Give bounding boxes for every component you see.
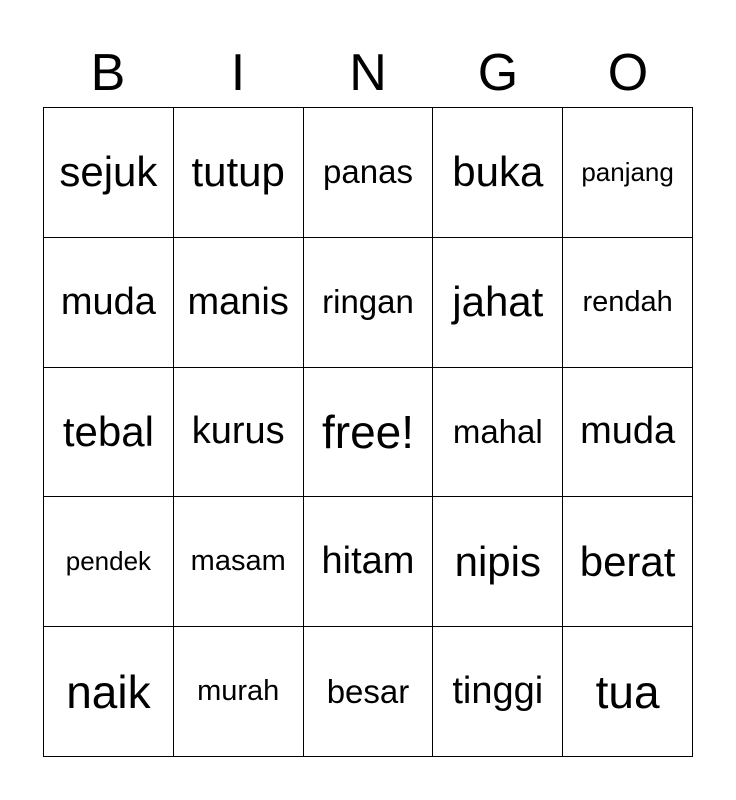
bingo-cell[interactable]: tutup <box>174 108 304 238</box>
header-letter-g: G <box>477 44 519 102</box>
bingo-cell[interactable]: hitam <box>304 497 434 627</box>
header-letter-o: O <box>607 44 649 102</box>
bingo-cell[interactable]: pendek <box>44 497 174 627</box>
bingo-cell[interactable]: ringan <box>304 238 434 368</box>
bingo-cell[interactable]: naik <box>44 627 174 757</box>
bingo-cell[interactable]: mahal <box>433 368 563 498</box>
bingo-cell[interactable]: manis <box>174 238 304 368</box>
bingo-cell[interactable]: muda <box>44 238 174 368</box>
bingo-cell[interactable]: tebal <box>44 368 174 498</box>
bingo-header <box>43 40 693 106</box>
bingo-cell[interactable]: panas <box>304 108 434 238</box>
bingo-cell[interactable]: kurus <box>174 368 304 498</box>
bingo-cell[interactable]: nipis <box>433 497 563 627</box>
bingo-cell[interactable]: panjang <box>563 108 693 238</box>
bingo-cell[interactable]: buka <box>433 108 563 238</box>
bingo-cell[interactable]: tua <box>563 627 693 757</box>
bingo-cell[interactable]: masam <box>174 497 304 627</box>
header-letter-n: N <box>349 44 387 102</box>
bingo-cell[interactable]: rendah <box>563 238 693 368</box>
bingo-cell[interactable]: muda <box>563 368 693 498</box>
header-letter-b: B <box>90 44 126 102</box>
header-letter-i: I <box>230 44 246 102</box>
bingo-cell[interactable]: berat <box>563 497 693 627</box>
bingo-cell[interactable]: sejuk <box>44 108 174 238</box>
bingo-cell[interactable]: tinggi <box>433 627 563 757</box>
free-space-cell[interactable]: free! <box>304 368 434 498</box>
bingo-cell[interactable]: jahat <box>433 238 563 368</box>
bingo-cell[interactable]: besar <box>304 627 434 757</box>
bingo-cell[interactable]: murah <box>174 627 304 757</box>
bingo-grid <box>43 107 693 757</box>
